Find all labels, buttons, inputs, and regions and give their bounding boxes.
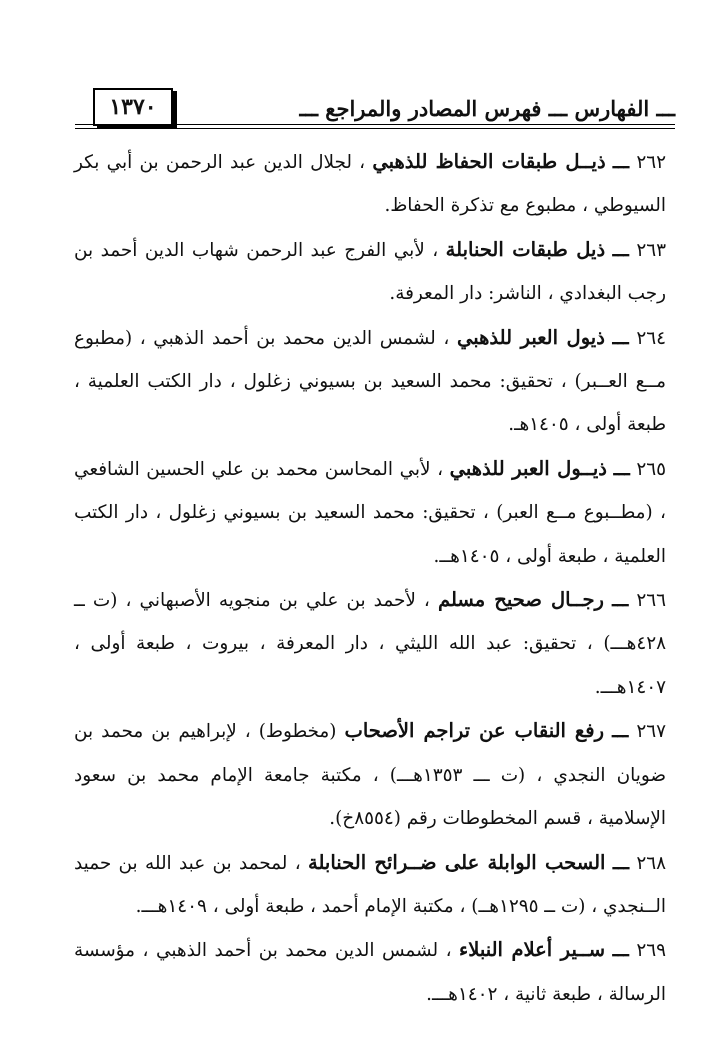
entry-number: ٢٦٩ — [636, 940, 666, 962]
entry-separator: ـــ — [612, 152, 630, 173]
entry-title: ذيول العبر للذهبي — [456, 325, 605, 349]
entry-number: ٢٦٣ — [636, 239, 666, 261]
bibliography-entry — [74, 578, 666, 709]
entry-separator: ـــ — [612, 239, 629, 261]
page-number: ١٣٧٠ — [109, 94, 157, 120]
entry-title: ذيــول العبر للذهبي — [449, 456, 607, 480]
bibliography-entry — [74, 709, 666, 840]
entry-title: ذيــل طبقات الحفاظ للذهبي — [372, 150, 606, 173]
page-header — [75, 80, 675, 132]
entry-title: رفع النقاب عن تراجم الأصحاب — [344, 719, 605, 743]
entry-number: ٢٦٧ — [636, 721, 666, 743]
entry-separator: ـــ — [612, 327, 629, 349]
entry-separator: ـــ — [612, 590, 629, 612]
entry-title: ذيل طبقات الحنابلة — [445, 237, 606, 261]
entry-number: ٢٦٦ — [636, 590, 666, 612]
entry-title: السحب الوابلة على ضــرائح الحنابلة — [308, 850, 606, 874]
bibliography-entry — [74, 447, 666, 578]
entry-title: ســير أعلام النبلاء — [459, 938, 606, 962]
header-rule-top — [75, 124, 675, 125]
entry-details: ، لجلال الدين عبد الرحمن بن أبي بكر السيوطي ، مطبوع مع تذكرة الحفاظ. — [74, 152, 666, 217]
page-number-box — [93, 88, 173, 126]
entry-separator: ـــ — [613, 458, 630, 480]
entry-title: رجــال صحيح مسلم — [437, 588, 604, 612]
entry-separator: ـــ — [612, 721, 629, 743]
bibliography-entry — [74, 928, 666, 1016]
bibliography-list — [74, 140, 666, 1016]
header-rule-bottom — [75, 128, 675, 129]
entry-details: ، لشمس الدين محمد بن أحمد الذهبي ، (مطبوع مــع العــبر) ، تحقيق: محمد السعيد بن بسيوني زغلول ، دار الكتب العلمية ، طبعة أولى ، ١٤٠٥هـ. — [74, 327, 666, 436]
entry-details: ، لشمس الدين محمد بن أحمد الذهبي ، مؤسسة الرسالة ، طبعة ثانية ، ١٤٠٢هـــ. — [74, 940, 666, 1005]
entry-details: ، لأحمد بن علي بن منجويه الأصبهاني ، (ت ــ ٤٢٨هـــ) ، تحقيق: عبد الله الليثي ، دار المعرفة ، بيروت ، طبعة أولى ، ١٤٠٧هـــ. — [74, 590, 666, 698]
entry-separator: ـــ — [612, 852, 629, 874]
bibliography-entry — [74, 228, 666, 316]
entry-details: ، لأبي المحاسن محمد بن علي الحسين الشافعي ، (مطــبوع مــع العبر) ، تحقيق: محمد السعيد بن بسيوني زغلول ، دار الكتب العلمية ، طبعة أولى ، ١٤٠٥هــ. — [74, 458, 666, 567]
entry-number: ٢٦٥ — [636, 458, 666, 480]
bibliography-entry — [74, 316, 666, 447]
running-title: ـــ الفهارس ـــ فهرس المصادر والمراجع ـــ — [299, 96, 675, 121]
bibliography-entry — [74, 841, 666, 929]
entry-details: ، لمحمد بن عبد الله بن حميد الــنجدي ، (ت ــ ١٢٩٥هــ) ، مكتبة الإمام أحمد ، طبعة أولى ، ١٤٠٩هـــ. — [74, 852, 666, 917]
entry-number: ٢٦٨ — [636, 852, 666, 874]
entry-details: (مخطوط) ، لإبراهيم بن محمد بن ضويان النجدي ، (ت ـــ ١٣٥٣هـــ) ، مكتبة جامعة الإمام محمد بن سعود الإسلامية ، قسم المخطوطات رقم (٨٥٥٤خ). — [74, 721, 666, 830]
entry-separator: ـــ — [612, 940, 629, 962]
bibliography-entry — [74, 140, 666, 228]
entry-number: ٢٦٢ — [636, 152, 666, 173]
entry-number: ٢٦٤ — [636, 327, 666, 349]
entry-details: ، لأبي الفرج عبد الرحمن شهاب الدين أحمد بن رجب البغدادي ، الناشر: دار المعرفة. — [74, 239, 666, 305]
